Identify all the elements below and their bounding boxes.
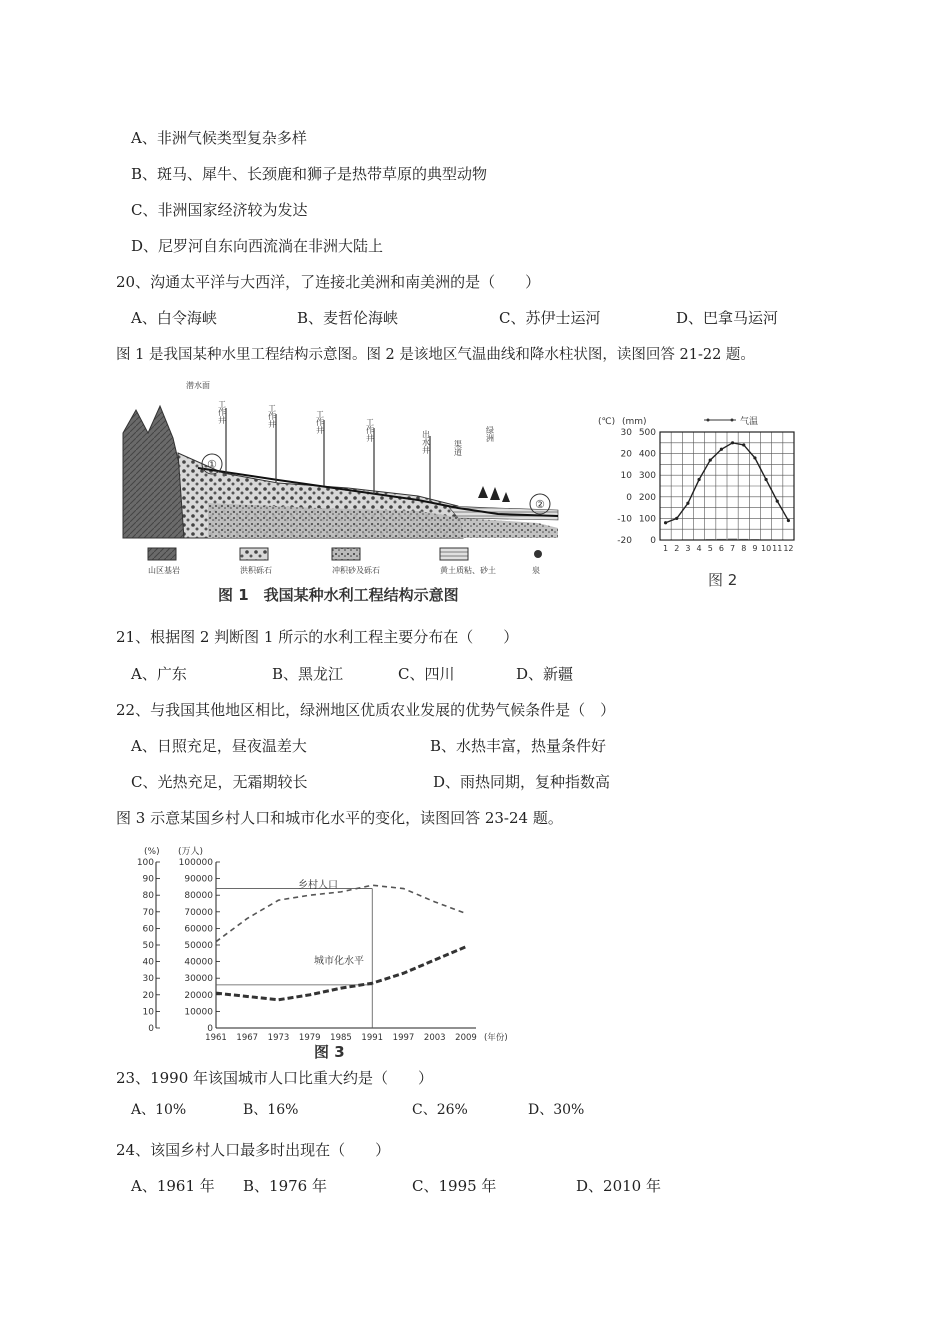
q20-option-c: C、苏伊士运河 bbox=[499, 309, 601, 327]
fig2-temp-tick: 10 bbox=[620, 471, 632, 482]
fig3-caption: 图 3 bbox=[314, 1043, 345, 1061]
fig3-year-tick: 1973 bbox=[267, 1033, 290, 1043]
fig3-unit-left: (%) bbox=[144, 847, 160, 857]
fig2-month-tick: 2 bbox=[674, 544, 680, 553]
q24-option-b: B、1976 年 bbox=[243, 1177, 327, 1195]
fig2-month-tick: 9 bbox=[752, 544, 758, 553]
intro-21-22: 图 1 是我国某种水里工程结构示意图。图 2 是该地区气温曲线和降水柱状图，读图回答 21-22 题。 bbox=[116, 347, 755, 363]
fig2-temp-tick: 20 bbox=[620, 449, 632, 460]
fig3-percent-tick: 30 bbox=[142, 974, 154, 985]
fig2-precip-bar bbox=[750, 539, 759, 540]
fig2-temperature-point bbox=[720, 448, 723, 451]
fig1-label-water-source: 潜水面 bbox=[186, 381, 210, 390]
fig3-percent-tick: 40 bbox=[142, 957, 154, 968]
fig1-legend-bedrock: 山区基岩 bbox=[148, 566, 180, 575]
fig2-precip-bar bbox=[762, 539, 771, 540]
fig3-percent-tick: 20 bbox=[142, 990, 154, 1001]
fig2-month-tick: 7 bbox=[730, 544, 736, 553]
fig2-month-tick: 8 bbox=[741, 544, 747, 553]
q24-option-a: A、1961 年 bbox=[131, 1177, 215, 1195]
mountain-bedrock bbox=[123, 406, 184, 538]
fig2-temperature-point bbox=[753, 456, 756, 459]
q20-stem: 20、沟通太平洋与大西洋，了连接北美洲和南美洲的是（ ） bbox=[116, 273, 541, 291]
fig3-population-tick: 20000 bbox=[184, 990, 213, 1001]
fig1-label-well-2: 工作井 bbox=[267, 404, 277, 428]
fig2-precip-tick: 400 bbox=[638, 449, 656, 460]
fig2-precip-tick: 500 bbox=[638, 428, 656, 438]
fig2-temperature-point bbox=[787, 519, 790, 522]
intro-23-24: 图 3 示意某国乡村人口和城市化水平的变化，读图回答 23-24 题。 bbox=[116, 809, 563, 827]
fig3-urbanization-line bbox=[216, 947, 466, 1000]
fig2-temp-tick: 0 bbox=[626, 492, 632, 503]
q19-option-a: A、非洲气候类型复杂多样 bbox=[131, 129, 307, 147]
fig2-month-tick: 12 bbox=[783, 544, 794, 553]
q21-stem: 21、根据图 2 判断图 1 所示的水利工程主要分布在（ ） bbox=[116, 628, 519, 646]
q19-option-b: B、斑马、犀牛、长颈鹿和狮子是热带草原的典型动物 bbox=[131, 165, 488, 183]
fig2-month-tick: 6 bbox=[718, 544, 724, 553]
fig3-year-tick: 1967 bbox=[236, 1033, 259, 1043]
fig3-rural-label: 乡村人口 bbox=[298, 880, 338, 891]
fig2-caption: 图 2 bbox=[708, 571, 738, 589]
fig3-population-tick: 10000 bbox=[184, 1007, 213, 1018]
fig1-legend-gravel: 洪积砾石 bbox=[240, 566, 272, 575]
q20-option-a: A、白令海峡 bbox=[131, 309, 217, 327]
fig3-year-tick: 1985 bbox=[330, 1033, 352, 1043]
fig2-precip-tick: 100 bbox=[638, 514, 656, 525]
fig3-year-tick: 2009 bbox=[455, 1033, 477, 1043]
q22-option-a: A、日照充足，昼夜温差大 bbox=[131, 737, 307, 755]
fig1-label-oasis: 绿洲 bbox=[485, 426, 495, 442]
fig2-precip-bar bbox=[728, 539, 737, 540]
q23-stem: 23、1990 年该国城市人口比重大约是（ ） bbox=[116, 1069, 434, 1087]
fig2-temperature-point bbox=[731, 441, 734, 444]
fig1-label-outlet: 出水井 bbox=[421, 430, 431, 454]
q22-option-b: B、水热丰富，热量条件好 bbox=[430, 737, 607, 755]
fig2-month-tick: 5 bbox=[707, 544, 713, 553]
fig2-temperature-point bbox=[764, 478, 767, 481]
q20-option-d: D、巴拿马运河 bbox=[676, 309, 779, 327]
figure-1 bbox=[118, 378, 578, 608]
fig3-percent-tick: 60 bbox=[142, 924, 154, 935]
fig1-label-well-4: 工作井 bbox=[365, 418, 375, 442]
fig1-label-channel: 渠道 bbox=[453, 440, 463, 456]
fig1-circle-1: ① bbox=[207, 458, 217, 471]
fig2-unit-left: (℃) bbox=[598, 417, 616, 427]
fig2-temperature-point bbox=[709, 458, 712, 461]
fig1-legend-sand: 冲积砂及砾石 bbox=[332, 566, 380, 575]
fig3-population-tick: 40000 bbox=[184, 957, 213, 968]
fig3-population-tick: 30000 bbox=[184, 974, 213, 985]
fig3-year-tick: 1997 bbox=[392, 1033, 415, 1043]
q22-option-d: D、雨热同期，复种指数高 bbox=[433, 773, 611, 791]
q19-option-d: D、尼罗河自东向西流淌在非洲大陆上 bbox=[131, 237, 384, 255]
figure-2-climate-chart bbox=[598, 410, 818, 600]
fig2-temperature-point bbox=[686, 502, 689, 505]
fig3-rural-population-line bbox=[216, 885, 466, 941]
fig2-precip-bar bbox=[683, 539, 692, 540]
fig1-legend-loess: 黄土质粘、砂土 bbox=[440, 566, 496, 575]
fig3-percent-tick: 50 bbox=[142, 941, 154, 951]
fig2-month-tick: 11 bbox=[772, 544, 783, 553]
fig3-population-tick: 70000 bbox=[184, 907, 213, 918]
fig3-percent-tick: 100 bbox=[136, 858, 154, 868]
q24-option-c: C、1995 年 bbox=[412, 1177, 497, 1195]
fig2-temp-tick: 30 bbox=[620, 428, 632, 438]
q23-option-d: D、30% bbox=[528, 1102, 585, 1118]
q21-option-c: C、四川 bbox=[398, 665, 455, 683]
fig1-circle-2: ② bbox=[535, 498, 545, 511]
fig2-precip-tick: 200 bbox=[638, 492, 656, 503]
fig2-temperature-point bbox=[664, 521, 667, 524]
fig2-month-tick: 1 bbox=[663, 544, 669, 553]
fig3-xlabel: (年份) bbox=[484, 1033, 508, 1043]
fig1-label-well-1: 工作井 bbox=[217, 400, 227, 424]
figure-3-chart bbox=[116, 840, 536, 1065]
fig2-temperature-point bbox=[776, 500, 779, 503]
fig2-precip-bar bbox=[739, 539, 748, 540]
fig3-year-tick: 2003 bbox=[423, 1033, 446, 1043]
fig3-population-tick: 90000 bbox=[184, 874, 213, 885]
fig2-temperature-point bbox=[697, 478, 700, 481]
fig2-precip-bar bbox=[706, 539, 715, 540]
fig3-population-tick: 100000 bbox=[178, 858, 213, 868]
fig3-population-tick: 50000 bbox=[184, 941, 213, 951]
fig2-precip-bar bbox=[717, 539, 726, 540]
fig2-month-tick: 10 bbox=[760, 544, 772, 553]
fig3-percent-tick: 90 bbox=[142, 874, 154, 885]
fig1-legend-spring: 泉 bbox=[532, 566, 540, 575]
fig1-caption: 图 1 我国某种水利工程结构示意图 bbox=[218, 586, 459, 604]
fig3-percent-tick: 0 bbox=[148, 1024, 154, 1034]
fig3-population-tick: 60000 bbox=[184, 924, 213, 935]
fig2-precip-tick: 300 bbox=[638, 471, 656, 482]
fig3-year-tick: 1961 bbox=[205, 1033, 227, 1043]
fig3-unit-right: (万人) bbox=[178, 847, 204, 857]
fig2-unit-right: (mm) bbox=[622, 417, 647, 427]
q21-option-b: B、黑龙江 bbox=[272, 665, 344, 683]
fig3-urban-label: 城市化水平 bbox=[314, 956, 364, 967]
q23-option-b: B、16% bbox=[243, 1102, 299, 1118]
q20-option-b: B、麦哲伦海峡 bbox=[297, 309, 399, 327]
fig3-percent-tick: 10 bbox=[142, 1007, 154, 1018]
fig3-year-tick: 1979 bbox=[298, 1033, 321, 1043]
fig2-temperature-point bbox=[742, 443, 745, 446]
fig3-year-tick: 1991 bbox=[361, 1033, 384, 1043]
fig2-temp-tick: -10 bbox=[617, 514, 632, 525]
fig3-population-tick: 0 bbox=[207, 1024, 213, 1034]
fig3-percent-tick: 70 bbox=[142, 907, 154, 918]
q21-option-a: A、广东 bbox=[131, 665, 187, 683]
q22-stem: 22、与我国其他地区相比，绿洲地区优质农业发展的优势气候条件是（ ） bbox=[116, 701, 616, 719]
fig2-month-tick: 3 bbox=[685, 544, 691, 553]
fig1-label-well-3: 工作井 bbox=[315, 410, 325, 434]
fig2-precip-bar bbox=[695, 539, 704, 540]
q24-option-d: D、2010 年 bbox=[576, 1177, 661, 1195]
fig2-precip-tick: 0 bbox=[650, 536, 656, 546]
fig2-month-tick: 4 bbox=[696, 544, 702, 553]
q23-option-c: C、26% bbox=[412, 1102, 468, 1118]
q22-option-c: C、光热充足，无霜期较长 bbox=[131, 773, 308, 791]
fig3-population-tick: 80000 bbox=[184, 891, 213, 902]
q23-option-a: A、10% bbox=[131, 1102, 187, 1118]
fig3-percent-tick: 80 bbox=[142, 891, 154, 902]
q19-option-c: C、非洲国家经济较为发达 bbox=[131, 201, 308, 219]
fig2-temperature-point bbox=[675, 517, 678, 520]
q21-option-d: D、新疆 bbox=[516, 665, 574, 683]
fig2-legend-label: 气温 bbox=[740, 417, 759, 427]
q24-stem: 24、该国乡村人口最多时出现在（ ） bbox=[116, 1141, 391, 1159]
fig2-temp-tick: -20 bbox=[617, 536, 632, 546]
